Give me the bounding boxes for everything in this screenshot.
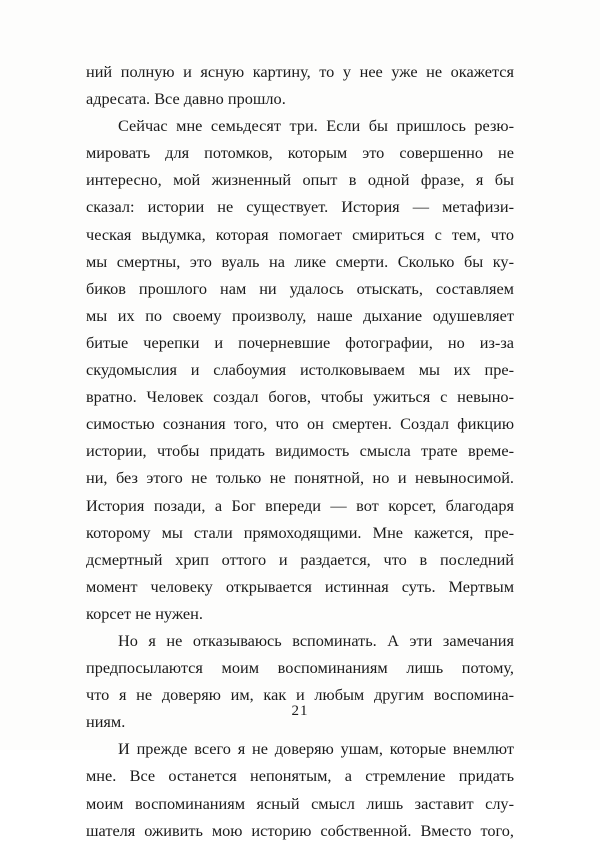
text-line: вратно. Человек создал богов, чтобы ужиться с невыно- <box>86 387 514 407</box>
text-line: Сейчас мне семьдесят три. Если бы пришлось резю- <box>118 116 514 136</box>
text-line: адресата. Все давно прошло. <box>86 89 286 109</box>
body-text <box>86 58 514 844</box>
text-line: ниям. <box>86 712 126 732</box>
text-line: шателя оживить мою историю собственной. Вместо того, <box>86 820 514 840</box>
text-line: биков прошлого нам ни удалось отыскать, составляем <box>86 278 514 298</box>
text-line: истории, чтобы придать видимость смысла трате време- <box>86 441 514 461</box>
text-line: интересно, мой жизненный опыт в одной фразе, я бы <box>86 170 514 190</box>
text-line: мировать для потомков, которым это совершенно не <box>86 143 514 163</box>
text-line: симостью сознания того, что он смертен. Создал фикцию <box>86 414 514 434</box>
text-line: мне. Все останется непонятым, а стремление придать <box>86 766 514 786</box>
text-line: корсет не нужен. <box>86 603 203 623</box>
text-line: мы смертны, это вуаль на лике смерти. Сколько бы ку- <box>86 251 514 271</box>
text-line: дсмертный хрип оттого и раздается, что в последний <box>86 549 514 569</box>
text-line: История позади, а Бог впереди — вот корсет, благодаря <box>86 495 514 515</box>
text-line: моим воспоминаниям ясный смысл лишь заставит слу- <box>86 793 514 813</box>
text-line: ческая выдумка, которая помогает смириться с тем, что <box>86 224 514 244</box>
text-line: скудомыслия и слабоумия истолковываем мы их пре- <box>86 360 514 380</box>
text-line: предпосылаются моим воспоминаниям лишь потому, <box>86 658 514 678</box>
text-line: ний полную и ясную картину, то у нее уже не окажется <box>86 62 514 81</box>
page-number: 21 <box>291 703 309 719</box>
text-line: мы их по своему произволу, наше дыхание одушевляет <box>86 305 514 325</box>
text-line: битые черепки и почерневшие фотографии, но из-за <box>86 332 514 352</box>
text-line: ни, без этого не только не понятной, но и невыносимой. <box>86 468 514 488</box>
text-line: Но я не отказываюсь вспоминать. А эти замечания <box>118 630 514 650</box>
text-line: которому мы стали прямоходящими. Мне кажется, пре- <box>86 522 514 542</box>
text-line: что я не доверяю им, как и любым другим воспомина- <box>86 685 514 705</box>
text-line: момент человеку открывается истинная суть. Мертвым <box>86 576 514 596</box>
text-line: И прежде всего я не доверяю ушам, которые внемлют <box>118 739 514 759</box>
text-line: сказал: истории не существует. История — метафизи- <box>86 197 514 217</box>
